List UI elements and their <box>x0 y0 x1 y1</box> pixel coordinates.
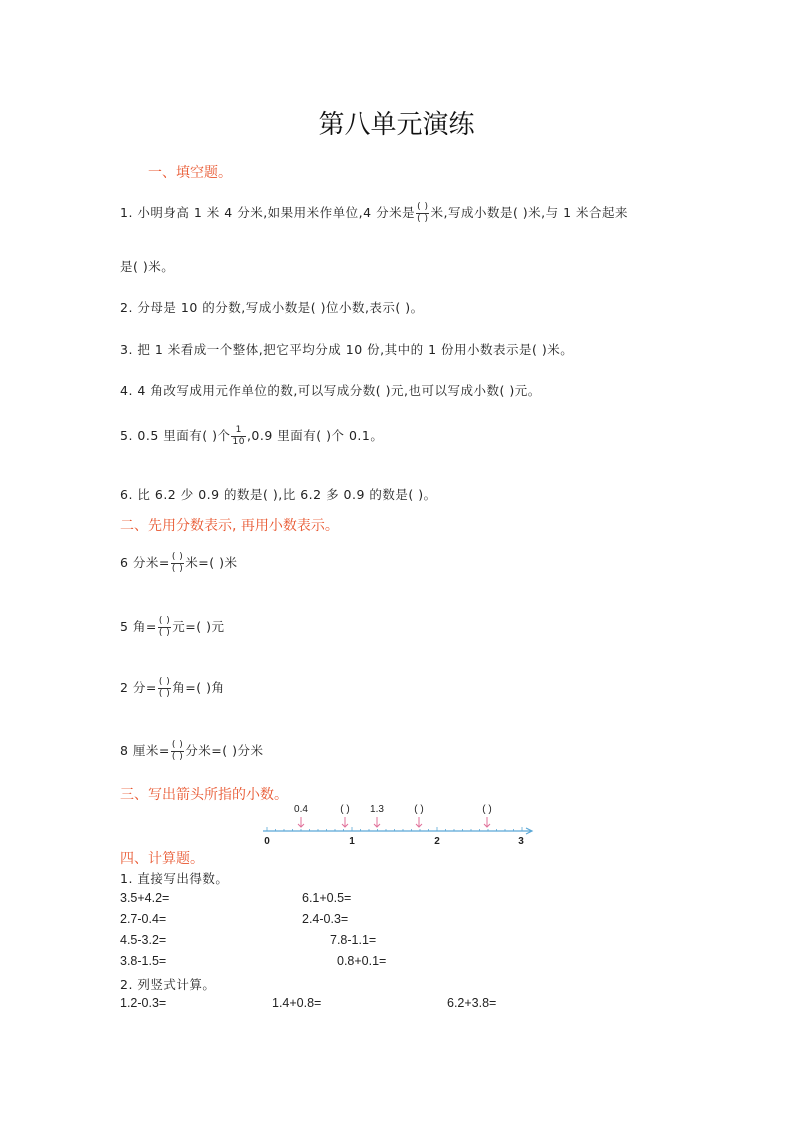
question-4: 4. 4 角改写成用元作单位的数,可以写成分数( )元,也可以写成小数( )元。 <box>120 383 541 398</box>
fraction-numerator: 1 <box>231 426 245 437</box>
calc-item: 1.2-0.3= <box>120 996 167 1010</box>
conversion-post: 米=( )米 <box>185 555 238 570</box>
conversion-post: 分米=( )分米 <box>185 743 264 758</box>
arrow-down-icon <box>374 817 380 827</box>
label-0-4: 0.4 <box>294 804 308 815</box>
conversion-fraction <box>171 553 184 574</box>
arrow-down-icon <box>484 817 490 827</box>
tick-label-2: 2 <box>434 836 440 847</box>
section-3-heading: 三、写出箭头所指的小数。 <box>120 787 288 803</box>
fraction-denominator: ( ) <box>171 752 184 762</box>
arrow-down-icon <box>298 817 304 827</box>
question-1-line-1 <box>120 203 628 224</box>
tick-label-0: 0 <box>264 836 270 847</box>
calc-item: 2.7-0.4= <box>120 912 167 926</box>
arrow-group <box>298 817 490 827</box>
tick-label-1: 1 <box>349 836 355 847</box>
calc-item: 6.2+3.8= <box>447 996 497 1010</box>
tick-label-3: 3 <box>518 836 524 847</box>
label-blank-2: ( ) <box>414 804 424 815</box>
fraction-denominator: ( ) <box>417 214 429 224</box>
fraction-numerator: ( ) <box>417 202 429 212</box>
question-3: 3. 把 1 米看成一个整体,把它平均分成 10 份,其中的 1 份用小数表示是( )米。 <box>120 342 574 357</box>
label-1-3: 1.3 <box>370 804 384 815</box>
fraction-denominator: ( ) <box>158 689 171 699</box>
page-title: 第八单元演练 <box>318 110 475 140</box>
section-1-heading: 一、填空题。 <box>148 165 232 181</box>
calc-item: 7.8-1.1= <box>330 933 377 947</box>
question-5-fraction <box>231 426 245 447</box>
question-2: 2. 分母是 10 的分数,写成小数是( )位小数,表示( )。 <box>120 300 424 315</box>
arrow-down-icon <box>416 817 422 827</box>
calc-item: 1.4+0.8= <box>272 996 322 1010</box>
fraction-numerator: ( ) <box>158 677 171 687</box>
calc-item: 0.8+0.1= <box>337 954 387 968</box>
calc-item: 4.5-3.2= <box>120 933 167 947</box>
number-line <box>255 800 540 848</box>
conversion-item <box>120 678 225 699</box>
fraction-denominator: 10 <box>232 437 245 447</box>
calc-item: 6.1+0.5= <box>302 891 352 905</box>
conversion-fraction <box>158 617 171 638</box>
conversion-item <box>120 617 225 638</box>
fraction-numerator: ( ) <box>171 552 184 562</box>
calc-item: 3.8-1.5= <box>120 954 167 968</box>
question-5-text-b: ,0.9 里面有( )个 0.1。 <box>246 428 384 443</box>
subsection-oral-calc: 1. 直接写出得数。 <box>120 871 229 886</box>
number-line-top-labels <box>294 804 492 815</box>
question-1-fraction <box>416 203 429 224</box>
conversion-post: 角=( )角 <box>172 680 225 695</box>
axis-tick-labels <box>264 836 524 847</box>
conversion-pre: 2 分= <box>120 680 157 695</box>
subsection-vertical-calc: 2. 列竖式计算。 <box>120 977 216 992</box>
question-1-line-2: 是( )米。 <box>120 259 175 274</box>
arrow-down-icon <box>342 817 348 827</box>
label-blank-1: ( ) <box>340 804 350 815</box>
section-4-heading: 四、计算题。 <box>120 851 204 867</box>
question-1-text-b: 米,写成小数是( )米,与 1 米合起来 <box>430 205 629 220</box>
label-blank-3: ( ) <box>482 804 492 815</box>
conversion-fraction <box>171 741 184 762</box>
question-6: 6. 比 6.2 少 0.9 的数是( ),比 6.2 多 0.9 的数是( )。 <box>120 487 437 502</box>
calc-item: 2.4-0.3= <box>302 912 349 926</box>
conversion-pre: 8 厘米= <box>120 743 170 758</box>
fraction-numerator: ( ) <box>158 616 171 626</box>
question-1-text-a: 1. 小明身高 1 米 4 分米,如果用米作单位,4 分米是 <box>120 205 416 220</box>
question-5-text-a: 5. 0.5 里面有( )个 <box>120 428 231 443</box>
conversion-pre: 6 分米= <box>120 555 170 570</box>
question-5 <box>120 426 383 447</box>
conversion-fraction <box>158 678 171 699</box>
conversion-item <box>120 553 238 574</box>
conversion-pre: 5 角= <box>120 619 157 634</box>
conversion-post: 元=( )元 <box>172 619 225 634</box>
section-2-heading: 二、先用分数表示, 再用小数表示。 <box>120 518 339 534</box>
fraction-denominator: ( ) <box>158 628 171 638</box>
calc-item: 3.5+4.2= <box>120 891 170 905</box>
conversion-item <box>120 741 264 762</box>
fraction-denominator: ( ) <box>171 564 184 574</box>
fraction-numerator: ( ) <box>171 740 184 750</box>
